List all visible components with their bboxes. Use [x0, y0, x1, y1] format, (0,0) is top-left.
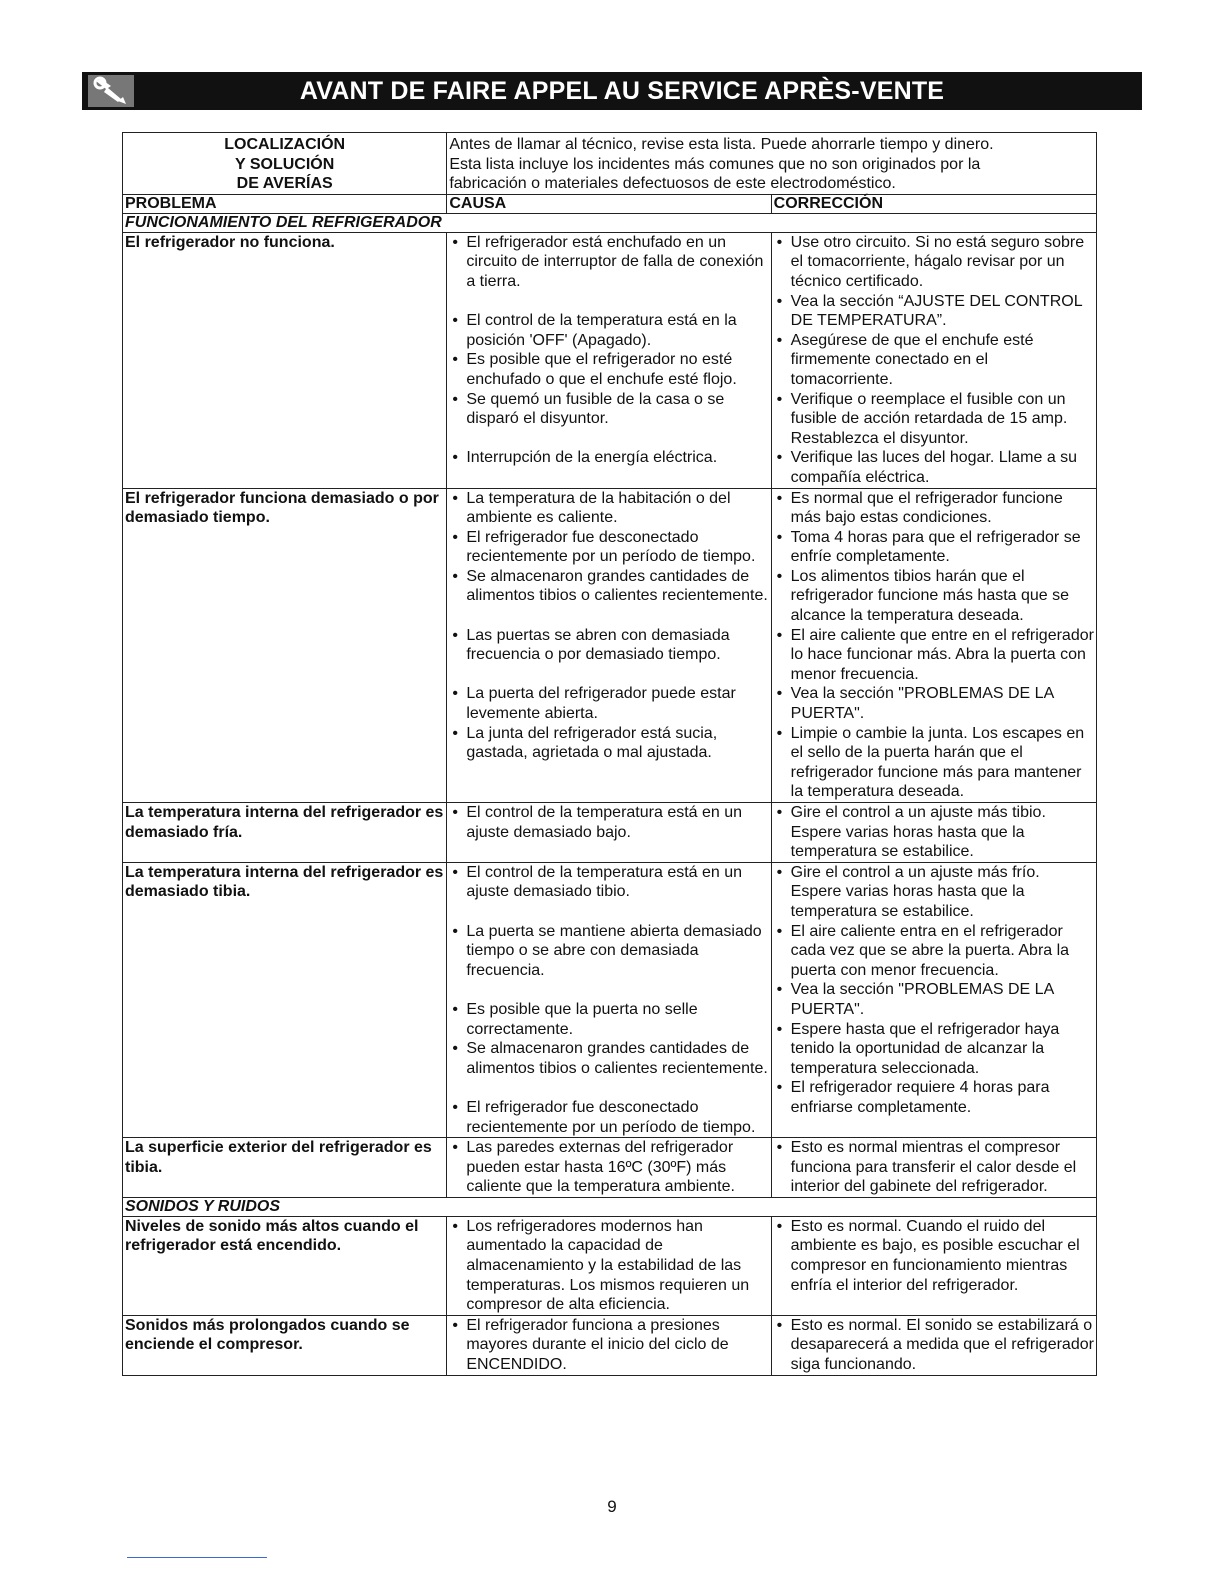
correction-item: • Es normal que el refrigerador funcione más bajo estas condiciones. — [774, 489, 1094, 528]
correction-item: • El aire caliente que entre en el refrigerador lo hace funcionar más. Abra la puerta con menor frecuencia. — [774, 626, 1094, 685]
correction-cell — [771, 862, 1096, 1137]
correction-list — [774, 803, 1094, 862]
cause-cell — [447, 1315, 771, 1375]
problem-cell: Niveles de sonido más altos cuando el refrigerador está encendido. — [123, 1216, 447, 1315]
correction-cell — [771, 1138, 1096, 1198]
correction-list — [774, 863, 1094, 1118]
correction-item: • Asegúrese de que el enchufe esté firmemente conectado en el tomacorriente. — [774, 331, 1094, 390]
cause-cell — [447, 1138, 771, 1198]
problem-row — [123, 1138, 1097, 1198]
correction-item: • Vea la sección “AJUSTE DEL CONTROL DE TEMPERATURA”. — [774, 292, 1094, 331]
correction-item: • Esto es normal mientras el compresor funciona para transferir el calor desde el interior del gabinete del refrigerador. — [774, 1138, 1094, 1197]
correction-item: • Toma 4 horas para que el refrigerador se enfríe completamente. — [774, 528, 1094, 567]
intro-text-line: Antes de llamar al técnico, revise esta lista. Puede ahorrarle tiempo y dinero. — [449, 136, 994, 153]
cause-item: • La temperatura de la habitación o del ambiente es caliente. — [449, 489, 768, 528]
correction-item: • Verifique o reemplace el fusible con un fusible de acción retardada de 15 amp. Restablezca el disyuntor. — [774, 390, 1094, 449]
column-header-correction: CORRECCIÓN — [771, 194, 1096, 213]
cause-item: • Las paredes externas del refrigerador pueden estar hasta 16ºC (30ºF) más caliente que la temperatura ambiente. — [449, 1138, 768, 1197]
cause-cell — [447, 232, 771, 488]
correction-cell — [771, 803, 1096, 863]
intro-title-line: Y SOLUCIÓN — [235, 155, 335, 173]
correction-item: • Gire el control a un ajuste más tibio. Espere varias horas hasta que la temperatura se estabilice. — [774, 803, 1094, 862]
correction-item: • Espere hasta que el refrigerador haya tenido la oportunidad de alcanzar la temperatura seleccionada. — [774, 1020, 1094, 1079]
cause-item: • El refrigerador funciona a presiones mayores durante el inicio del ciclo de ENCENDIDO. — [449, 1316, 768, 1375]
cause-list — [449, 863, 768, 1137]
cause-item: • La puerta se mantiene abierta demasiado tiempo o se abre con demasiada frecuencia. — [449, 922, 768, 981]
correction-list — [774, 489, 1094, 803]
correction-item: • Esto es normal. El sonido se estabilizará o desaparecerá a medida que el refrigerador siga funcionando. — [774, 1316, 1094, 1375]
section-title: FUNCIONAMIENTO DEL REFRIGERADOR — [123, 213, 1097, 232]
header-banner — [82, 72, 1142, 110]
cause-item: • Se quemó un fusible de la casa o se disparó el disyuntor. — [449, 390, 768, 429]
intro-title-line: DE AVERÍAS — [236, 175, 333, 193]
problem-cell: La temperatura interna del refrigerador es demasiado fría. — [123, 803, 447, 863]
intro-title-line: LOCALIZACIÓN — [224, 136, 346, 153]
cause-list — [449, 1217, 768, 1315]
intro-text — [447, 133, 1097, 195]
correction-item: • Gire el control a un ajuste más frío. Espere varias horas hasta que la temperatura se estabilice. — [774, 863, 1094, 922]
cause-item: • El refrigerador fue desconectado recientemente por un período de tiempo. — [449, 1098, 768, 1137]
cause-item: • La junta del refrigerador está sucia, gastada, agrietada o mal ajustada. — [449, 724, 768, 763]
correction-item: • El aire caliente entra en el refrigerador cada vez que se abre la puerta. Abra la puerta con menor frecuencia. — [774, 922, 1094, 981]
cause-list — [449, 1138, 768, 1197]
cause-cell — [447, 803, 771, 863]
cause-item: • La puerta del refrigerador puede estar levemente abierta. — [449, 684, 768, 723]
correction-cell — [771, 232, 1096, 488]
correction-item: • Los alimentos tibios harán que el refrigerador funcione más hasta que se alcance la temperatura deseada. — [774, 567, 1094, 626]
correction-cell — [771, 488, 1096, 803]
correction-list — [774, 1316, 1094, 1375]
problem-cell: El refrigerador funciona demasiado o por demasiado tiempo. — [123, 488, 447, 803]
correction-cell — [771, 1315, 1096, 1375]
correction-list — [774, 1138, 1094, 1197]
correction-item: • El refrigerador requiere 4 horas para enfriarse completamente. — [774, 1078, 1094, 1117]
troubleshooting-table — [122, 132, 1097, 1376]
cause-item: • Es posible que la puerta no selle correctamente. — [449, 1000, 768, 1039]
wrench-icon — [88, 75, 134, 107]
footer-rule — [127, 1557, 267, 1558]
problem-row — [123, 488, 1097, 803]
page-number: 9 — [607, 1497, 617, 1516]
cause-cell — [447, 1216, 771, 1315]
cause-item: • Se almacenaron grandes cantidades de alimentos tibios o calientes recientemente. — [449, 567, 768, 606]
section-row — [123, 1197, 1097, 1216]
banner-title: AVANT DE FAIRE APPEL AU SERVICE APRÈS-VENTE — [299, 76, 945, 105]
cause-cell — [447, 862, 771, 1137]
correction-item: • Use otro circuito. Si no está seguro sobre el tomacorriente, hágalo revisar por un técnico certificado. — [774, 233, 1094, 292]
cause-item: • Interrupción de la energía eléctrica. — [449, 448, 768, 468]
cause-item: • Las puertas se abren con demasiada frecuencia o por demasiado tiempo. — [449, 626, 768, 665]
cause-list — [449, 803, 768, 842]
cause-item: • Se almacenaron grandes cantidades de alimentos tibios o calientes recientemente. — [449, 1039, 768, 1078]
correction-item: • Esto es normal. Cuando el ruido del ambiente es bajo, es posible escuchar el compresor en funcionamiento mientras enfría el interior del refrigerador. — [774, 1217, 1094, 1295]
problem-row — [123, 232, 1097, 488]
problem-cell: El refrigerador no funciona. — [123, 232, 447, 488]
column-header-problem: PROBLEMA — [123, 194, 447, 213]
cause-item: • El control de la temperatura está en la posición 'OFF' (Apagado). — [449, 311, 768, 350]
problem-cell: Sonidos más prolongados cuando se enciende el compresor. — [123, 1315, 447, 1375]
cause-item: • El refrigerador está enchufado en un circuito de interruptor de falla de conexión a tierra. — [449, 233, 768, 292]
section-title: SONIDOS Y RUIDOS — [123, 1197, 1097, 1216]
problem-row — [123, 1315, 1097, 1375]
cause-item: • Los refrigeradores modernos han aumentado la capacidad de almacenamiento y la estabilidad de las temperaturas. Los mismos requieren un compresor de alta eficiencia. — [449, 1217, 768, 1315]
problem-cell: La superficie exterior del refrigerador es tibia. — [123, 1138, 447, 1198]
problem-row — [123, 1216, 1097, 1315]
cause-item: • El control de la temperatura está en un ajuste demasiado bajo. — [449, 803, 768, 842]
correction-item: • Verifique las luces del hogar. Llame a su compañía eléctrica. — [774, 448, 1094, 487]
correction-cell — [771, 1216, 1096, 1315]
correction-item: • Vea la sección "PROBLEMAS DE LA PUERTA". — [774, 980, 1094, 1019]
cause-item: • Es posible que el refrigerador no esté enchufado o que el enchufe esté flojo. — [449, 350, 768, 389]
cause-list — [449, 489, 768, 763]
cause-item: • El control de la temperatura está en un ajuste demasiado tibio. — [449, 863, 768, 902]
intro-text-line: fabricación o materiales defectuosos de este electrodoméstico. — [449, 175, 896, 193]
cause-cell — [447, 488, 771, 803]
correction-item: • Vea la sección "PROBLEMAS DE LA PUERTA". — [774, 684, 1094, 723]
problem-cell: La temperatura interna del refrigerador es demasiado tibia. — [123, 862, 447, 1137]
correction-item: • Limpie o cambie la junta. Los escapes en el sello de la puerta harán que el refrigerador funcione más para mantener la temperatura deseada. — [774, 724, 1094, 802]
cause-item: • El refrigerador fue desconectado recientemente por un período de tiempo. — [449, 528, 768, 567]
cause-list — [449, 1316, 768, 1375]
problem-row — [123, 862, 1097, 1137]
column-header-row — [123, 194, 1097, 213]
section-row — [123, 213, 1097, 232]
correction-list — [774, 233, 1094, 488]
problem-row — [123, 803, 1097, 863]
intro-title — [123, 133, 447, 195]
intro-row — [123, 133, 1097, 195]
intro-text-line: Esta lista incluye los incidentes más comunes que no son originados por la — [449, 155, 981, 173]
column-header-cause: CAUSA — [447, 194, 771, 213]
correction-list — [774, 1217, 1094, 1295]
cause-list — [449, 233, 768, 468]
